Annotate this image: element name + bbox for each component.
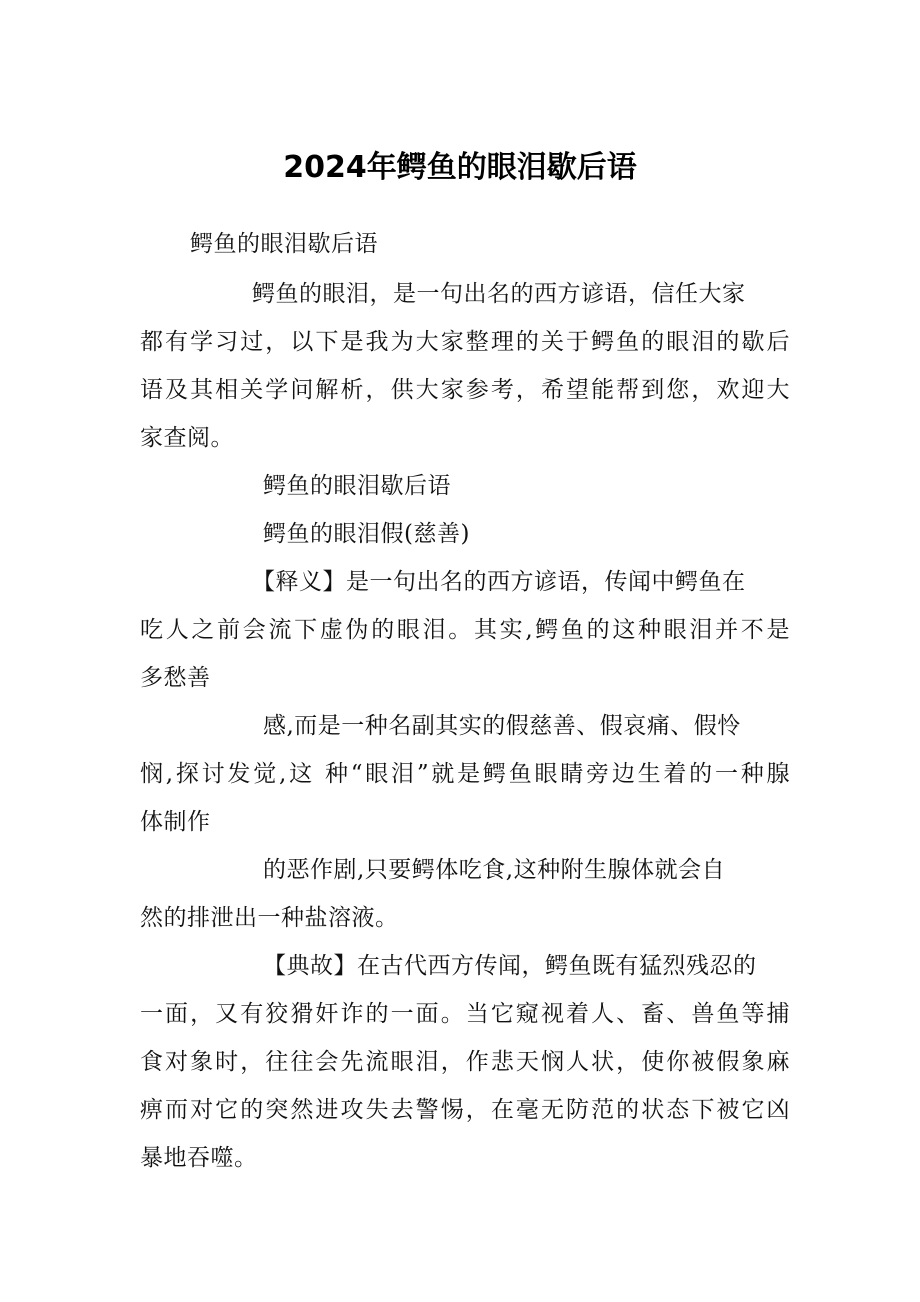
allusion-line: 食对象时，往往会先流眼泪，作悲天悯人状，使你被假象麻 [140,1049,790,1075]
idiom-line: 鳄鱼的眼泪假(慈善) [263,521,470,547]
definition-line: 感,而是一种名副其实的假慈善、假哀痛、假怜 [263,713,741,739]
allusion-line: 痹而对它的突然进攻失去警惕，在毫无防范的状态下被它凶 [140,1097,790,1123]
definition-line: 【释义】是一句出名的西方谚语，传闻中鳄鱼在 [252,569,746,595]
definition-line: 的恶作剧,只要鳄体吃食,这种附生腺体就会自 [263,857,726,883]
definition-line: 吃人之前会流下虚伪的眼泪。其实,鳄鱼的这种眼泪并不是 [140,617,790,643]
allusion-line: 暴地吞噬。 [140,1145,258,1171]
allusion-line: 【典故】在古代西方传闻，鳄鱼既有猛烈残忍的 [263,953,757,979]
section-heading: 鳄鱼的眼泪歇后语 [190,231,378,257]
definition-line: 体制作 [140,809,211,835]
definition-line: 多愁善 [140,665,211,691]
definition-line: 悯,探讨发觉,这 种“眼泪”就是鳄鱼眼睛旁边生着的一种腺 [140,761,790,787]
paragraph-line: 语及其相关学问解析，供大家参考，希望能帮到您，欢迎大 [140,377,790,403]
paragraph-line: 家查阅。 [140,425,234,451]
paragraph-line: 鳄鱼的眼泪，是一句出名的西方谚语，信任大家 [252,281,746,307]
definition-line: 然的排泄出一种盐溶液。 [140,905,399,931]
page-title: 2024年鳄鱼的眼泪歇后语 [283,150,637,185]
paragraph-line: 都有学习过，以下是我为大家整理的关于鳄鱼的眼泪的歇后 [140,329,790,355]
subheading: 鳄鱼的眼泪歇后语 [263,473,451,499]
allusion-line: 一面，又有狡猾奸诈的一面。当它窥视着人、畜、兽鱼等捕 [140,1001,790,1027]
